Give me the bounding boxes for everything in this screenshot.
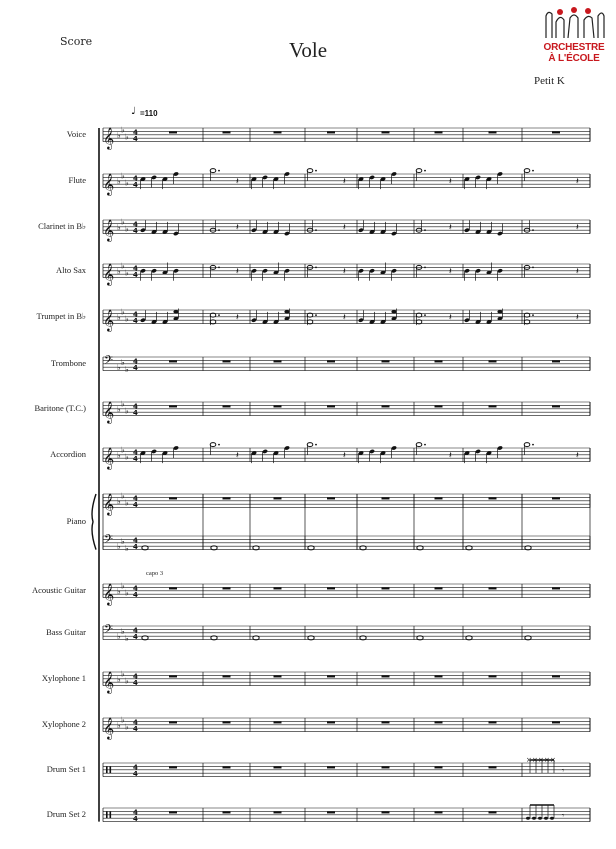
time-signature-bottom: 4 xyxy=(133,409,138,418)
time-signature-bottom: 4 xyxy=(133,543,138,552)
whole-rest xyxy=(274,721,282,723)
time-signature-bottom: 4 xyxy=(133,501,138,510)
half-note xyxy=(210,443,216,447)
flat-icon: ♭ xyxy=(121,399,125,409)
time-signature-top: 4 xyxy=(133,220,138,229)
flat-icon: ♭ xyxy=(117,266,121,276)
quarter-rest-icon: 𝄽 xyxy=(236,267,239,278)
drum-note xyxy=(526,817,530,820)
dot xyxy=(532,314,534,316)
time-signature-bottom: 4 xyxy=(133,725,138,734)
drum-note xyxy=(532,817,536,820)
time-signature-top: 4 xyxy=(133,402,138,411)
whole-rest xyxy=(489,587,497,589)
whole-rest xyxy=(327,766,335,768)
time-signature-bottom: 4 xyxy=(133,135,138,144)
whole-rest xyxy=(489,811,497,813)
flat-icon: ♭ xyxy=(121,307,125,317)
quarter-rest-icon: 𝄽 xyxy=(343,267,346,278)
flat-icon: ♭ xyxy=(125,452,129,462)
flat-icon: ♭ xyxy=(125,543,129,553)
whole-rest xyxy=(327,675,335,677)
whole-rest xyxy=(169,811,177,813)
flat-icon: ♭ xyxy=(117,720,121,730)
dot xyxy=(532,229,534,231)
whole-rest xyxy=(435,405,443,407)
dot xyxy=(218,170,220,172)
quarter-rest-icon: 𝄽 xyxy=(343,451,346,462)
time-signature-top: 4 xyxy=(133,310,138,319)
treble-clef-icon: 𝄞 xyxy=(103,219,115,242)
treble-clef-icon: 𝄞 xyxy=(103,671,115,694)
flat-icon: ♭ xyxy=(117,496,121,506)
quarter-rest-icon: 𝄽 xyxy=(449,267,452,278)
whole-rest xyxy=(435,811,443,813)
whole-rest xyxy=(382,360,390,362)
half-note xyxy=(307,169,313,173)
piano-brace xyxy=(92,494,96,550)
whole-rest xyxy=(382,721,390,723)
whole-rest xyxy=(435,587,443,589)
logo-text-line2: À L'ÉCOLE xyxy=(548,53,600,64)
flat-icon: ♭ xyxy=(121,171,125,181)
whole-rest xyxy=(169,497,177,499)
logo-text-line1: ORCHESTRE xyxy=(543,42,605,53)
whole-rest xyxy=(435,360,443,362)
whole-rest xyxy=(489,766,497,768)
time-signature-top: 4 xyxy=(133,264,138,273)
quarter-rest-icon: 𝄽 xyxy=(343,177,346,188)
half-note xyxy=(307,443,313,447)
flat-icon: ♭ xyxy=(125,588,129,598)
whole-rest xyxy=(274,811,282,813)
whole-rest xyxy=(552,405,560,407)
whole-rest xyxy=(274,766,282,768)
time-signature-bottom: 4 xyxy=(133,815,138,824)
drum-x-note: × xyxy=(526,756,532,764)
quarter-rest-icon: 𝄽 xyxy=(576,451,579,462)
flat-icon: ♭ xyxy=(125,132,129,142)
quarter-rest-icon: 𝄽 xyxy=(449,451,452,462)
percussion-clef-icon xyxy=(110,811,112,818)
dot xyxy=(315,444,317,446)
flat-icon: ♭ xyxy=(125,178,129,188)
whole-rest xyxy=(435,721,443,723)
whole-rest xyxy=(552,131,560,133)
treble-clef-icon: 𝄞 xyxy=(103,127,115,150)
time-signature-top: 4 xyxy=(133,357,138,366)
drum-note xyxy=(544,817,548,820)
half-note xyxy=(416,443,422,447)
dot xyxy=(532,170,534,172)
whole-rest xyxy=(489,497,497,499)
whole-rest xyxy=(223,131,231,133)
flat-icon: ♭ xyxy=(117,674,121,684)
flat-icon: ♭ xyxy=(125,314,129,324)
quarter-rest-icon: 𝄽 xyxy=(449,223,452,234)
flat-icon: ♭ xyxy=(125,364,129,374)
time-signature-bottom: 4 xyxy=(133,679,138,688)
whole-rest xyxy=(552,721,560,723)
whole-rest xyxy=(169,766,177,768)
whole-rest xyxy=(382,131,390,133)
time-signature-top: 4 xyxy=(133,626,138,635)
tempo-marking: =110 xyxy=(140,109,158,118)
flat-icon: ♭ xyxy=(121,491,125,501)
treble-clef-icon: 𝄞 xyxy=(103,309,115,332)
whole-rest xyxy=(327,811,335,813)
capo-marking: capo 3 xyxy=(146,570,164,577)
whole-rest xyxy=(327,721,335,723)
whole-rest xyxy=(435,131,443,133)
time-signature-top: 4 xyxy=(133,536,138,545)
flat-icon: ♭ xyxy=(121,125,125,135)
quarter-rest-icon: 𝄽 xyxy=(576,223,579,234)
flat-icon: ♭ xyxy=(117,404,121,414)
time-signature-bottom: 4 xyxy=(133,364,138,373)
drum-x-note: × xyxy=(538,756,544,764)
instrument-label: Alto Sax xyxy=(56,264,86,275)
dot xyxy=(532,267,534,269)
dot xyxy=(315,229,317,231)
whole-rest xyxy=(382,675,390,677)
whole-rest xyxy=(552,497,560,499)
time-signature-bottom: 4 xyxy=(133,317,138,326)
whole-rest xyxy=(327,131,335,133)
flat-icon: ♭ xyxy=(125,268,129,278)
treble-clef-icon: 𝄞 xyxy=(103,447,115,470)
whole-rest xyxy=(435,497,443,499)
chord-note xyxy=(391,310,396,314)
time-signature-bottom: 4 xyxy=(133,455,138,464)
half-note xyxy=(524,443,530,447)
whole-rest xyxy=(223,766,231,768)
dot xyxy=(424,229,426,231)
time-signature-top: 4 xyxy=(133,494,138,503)
whole-rest xyxy=(435,675,443,677)
treble-clef-icon: 𝄞 xyxy=(103,583,115,606)
bass-clef-icon: 𝄢 xyxy=(104,353,114,370)
flat-icon: ♭ xyxy=(121,581,125,591)
flat-icon: ♭ xyxy=(121,715,125,725)
bass-clef-icon: 𝄢 xyxy=(104,622,114,639)
instrument-label: Trumpet in B♭ xyxy=(36,310,86,321)
quarter-rest-icon: 𝄽 xyxy=(343,313,346,324)
flat-icon: ♭ xyxy=(117,312,121,322)
whole-rest xyxy=(327,497,335,499)
dot xyxy=(218,314,220,316)
instrument-label: Accordion xyxy=(50,448,86,459)
flat-icon: ♭ xyxy=(125,498,129,508)
percussion-clef-icon xyxy=(110,766,112,773)
instrument-label: Drum Set 1 xyxy=(46,763,86,774)
time-signature-bottom: 4 xyxy=(133,591,138,600)
flat-icon: ♭ xyxy=(117,542,121,552)
flat-icon: ♭ xyxy=(117,586,121,596)
flat-icon: ♭ xyxy=(125,406,129,416)
whole-rest xyxy=(223,811,231,813)
whole-rest xyxy=(223,721,231,723)
flat-icon: ♭ xyxy=(121,669,125,679)
time-signature-top: 4 xyxy=(133,584,138,593)
instrument-label: Xylophone 2 xyxy=(41,718,86,729)
treble-clef-icon: 𝄞 xyxy=(103,493,115,516)
drum-x-note: × xyxy=(532,756,538,764)
percussion-clef-icon xyxy=(106,766,108,773)
flat-icon: ♭ xyxy=(117,176,121,186)
flat-icon: ♭ xyxy=(121,445,125,455)
treble-clef-icon: 𝄞 xyxy=(103,401,115,424)
whole-rest xyxy=(382,497,390,499)
flat-icon: ♭ xyxy=(121,537,125,547)
whole-rest xyxy=(274,497,282,499)
whole-rest xyxy=(489,360,497,362)
half-note xyxy=(210,169,216,173)
drum-x-note: × xyxy=(550,756,556,764)
flat-icon: ♭ xyxy=(125,633,129,643)
time-signature-bottom: 4 xyxy=(133,271,138,280)
dot xyxy=(218,444,220,446)
dot xyxy=(218,267,220,269)
whole-rest xyxy=(489,131,497,133)
instrument-label: Drum Set 2 xyxy=(46,808,86,819)
half-note xyxy=(416,169,422,173)
flat-icon: ♭ xyxy=(117,632,121,642)
instrument-label: Acoustic Guitar xyxy=(31,584,86,595)
dot xyxy=(218,229,220,231)
chord-note xyxy=(284,310,289,314)
whole-rest xyxy=(274,587,282,589)
treble-clef-icon: 𝄞 xyxy=(103,263,115,286)
quarter-rest-icon: 𝄽 xyxy=(449,177,452,188)
whole-rest xyxy=(223,497,231,499)
whole-rest xyxy=(223,675,231,677)
instrument-label: Xylophone 1 xyxy=(41,672,86,683)
whole-rest xyxy=(274,360,282,362)
time-signature-bottom: 4 xyxy=(133,770,138,779)
quarter-rest-icon: 𝄽 xyxy=(449,313,452,324)
composer-name: Petit K xyxy=(534,75,565,87)
quarter-rest-icon: 𝄽 xyxy=(236,177,239,188)
flat-icon: ♭ xyxy=(125,224,129,234)
flat-icon: ♭ xyxy=(121,358,125,368)
quarter-rest-icon: 𝄽 xyxy=(576,267,579,278)
chord-note xyxy=(497,310,502,314)
score-label: Score xyxy=(60,35,93,48)
flat-icon: ♭ xyxy=(121,627,125,637)
dot xyxy=(315,314,317,316)
whole-rest xyxy=(382,811,390,813)
whole-rest xyxy=(552,675,560,677)
flat-icon: ♭ xyxy=(125,676,129,686)
flat-icon: ♭ xyxy=(125,722,129,732)
instrument-label: Baritone (T.C.) xyxy=(34,402,86,413)
time-signature-top: 4 xyxy=(133,808,138,817)
whole-rest xyxy=(169,360,177,362)
chord-note xyxy=(173,310,178,314)
whole-rest xyxy=(435,766,443,768)
whole-rest xyxy=(223,360,231,362)
time-signature-top: 4 xyxy=(133,763,138,772)
whole-rest xyxy=(169,131,177,133)
dot xyxy=(315,170,317,172)
time-signature-top: 4 xyxy=(133,174,138,183)
whole-rest xyxy=(327,405,335,407)
quarter-rest-icon: 𝄽 xyxy=(576,313,579,324)
quarter-rest-icon: 𝄽 xyxy=(576,177,579,188)
flat-icon: ♭ xyxy=(117,450,121,460)
dot xyxy=(424,267,426,269)
page-title: Vole xyxy=(288,38,328,62)
rest-icon: 𝄾 xyxy=(562,811,565,821)
time-signature-top: 4 xyxy=(133,718,138,727)
bass-clef-icon: 𝄢 xyxy=(104,532,114,549)
whole-rest xyxy=(169,587,177,589)
instrument-label: Flute xyxy=(68,174,86,185)
instrument-label: Trombone xyxy=(50,357,86,368)
time-signature-top: 4 xyxy=(133,128,138,137)
time-signature-top: 4 xyxy=(133,672,138,681)
tempo-note-icon: ♩ xyxy=(131,106,136,117)
drum-x-note: × xyxy=(544,756,550,764)
dot xyxy=(424,314,426,316)
whole-rest xyxy=(382,766,390,768)
quarter-rest-icon: 𝄽 xyxy=(236,223,239,234)
quarter-rest-icon: 𝄽 xyxy=(343,223,346,234)
instrument-label: Clarinet in B♭ xyxy=(38,220,86,231)
whole-rest xyxy=(489,405,497,407)
dot xyxy=(424,444,426,446)
quarter-rest-icon: 𝄽 xyxy=(236,451,239,462)
flat-icon: ♭ xyxy=(117,222,121,232)
whole-rest xyxy=(169,721,177,723)
dot xyxy=(424,170,426,172)
whole-rest xyxy=(223,587,231,589)
whole-rest xyxy=(489,675,497,677)
drum-note xyxy=(550,817,554,820)
dot xyxy=(315,267,317,269)
whole-rest xyxy=(382,587,390,589)
half-note xyxy=(524,169,530,173)
quarter-rest-icon: 𝄽 xyxy=(236,313,239,324)
whole-rest xyxy=(169,405,177,407)
whole-rest xyxy=(327,587,335,589)
flat-icon: ♭ xyxy=(117,363,121,373)
flat-icon: ♭ xyxy=(121,261,125,271)
treble-clef-icon: 𝄞 xyxy=(103,173,115,196)
whole-rest xyxy=(274,675,282,677)
flat-icon: ♭ xyxy=(121,217,125,227)
whole-rest xyxy=(489,721,497,723)
whole-rest xyxy=(327,360,335,362)
time-signature-bottom: 4 xyxy=(133,633,138,642)
treble-clef-icon: 𝄞 xyxy=(103,717,115,740)
instrument-label: Voice xyxy=(66,128,86,139)
whole-rest xyxy=(223,405,231,407)
whole-rest xyxy=(169,675,177,677)
whole-rest xyxy=(274,405,282,407)
whole-rest xyxy=(274,131,282,133)
percussion-clef-icon xyxy=(106,811,108,818)
rest-icon: 𝄾 xyxy=(562,766,565,776)
time-signature-top: 4 xyxy=(133,448,138,457)
whole-rest xyxy=(552,587,560,589)
dot xyxy=(532,444,534,446)
drum-note xyxy=(538,817,542,820)
instrument-label: Bass Guitar xyxy=(46,626,86,637)
whole-rest xyxy=(382,405,390,407)
time-signature-bottom: 4 xyxy=(133,227,138,236)
time-signature-bottom: 4 xyxy=(133,181,138,190)
flat-icon: ♭ xyxy=(117,130,121,140)
instrument-label: Piano xyxy=(66,515,86,526)
whole-rest xyxy=(552,360,560,362)
